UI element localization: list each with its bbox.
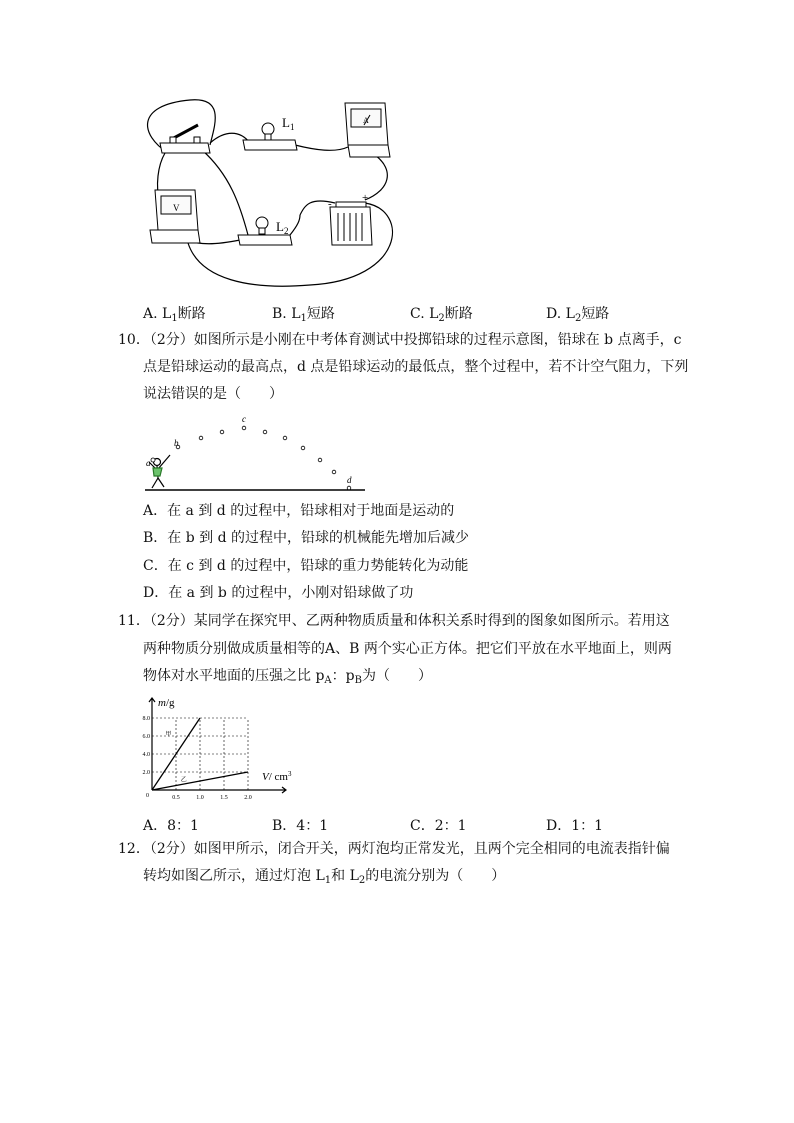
series-line-yi <box>152 772 248 790</box>
y-tick-label: 8.0 <box>142 716 150 722</box>
series-label: 甲 <box>165 732 172 738</box>
ammeter-label: A <box>363 116 369 125</box>
q10-option-d[interactable]: D．在 a 到 b 的过程中，小刚对铅球做了功 <box>143 585 414 601</box>
q9-option-b[interactable]: B. $L_1$短路 <box>272 306 335 324</box>
y-tick-label: 2.0 <box>142 770 150 776</box>
q10-stem-line2: 点是铅球运动的最高点，d 点是铅球运动的最低点，整个过程中，若不计空气阻力，下列 <box>143 359 689 375</box>
label-c: c <box>242 414 246 424</box>
q11-option-b[interactable]: B．4：1 <box>272 818 329 834</box>
voltmeter-label: V <box>173 203 180 213</box>
ammeter-icon <box>345 103 390 157</box>
origin-label: 0 <box>146 793 149 799</box>
voltmeter-icon <box>150 190 200 243</box>
mass-volume-chart <box>140 690 310 805</box>
q11-option-a[interactable]: A．8：1 <box>143 818 199 834</box>
q11-stem-line2: 两种物质分别做成质量相等的A、B 两个实心正方体。把它们平放在水平地面上，则两 <box>143 641 672 657</box>
q9-option-a[interactable]: A. $L_1$断路 <box>143 306 206 324</box>
x-tick-label: 0.5 <box>172 795 180 801</box>
q10-option-b[interactable]: B．在 b 到 d 的过程中，铅球的机械能先增加后减少 <box>143 530 470 546</box>
battery-minus: - <box>328 198 332 210</box>
x-tick-label: 1.5 <box>220 795 228 801</box>
label-l2: $L_2$ <box>276 219 289 236</box>
q11-option-c[interactable]: C．2：1 <box>410 818 467 834</box>
q10-stem-line1: 10．（2分）如图所示是小刚在中考体育测试中投掷铅球的过程示意图，铅球在 b 点离手，c <box>118 332 682 348</box>
q12-stem-line1: 12．（2分）如图甲所示，闭合开关，两灯泡均正常发光，且两个完全相同的电流表指针偏 <box>118 841 670 857</box>
shotput-trajectory-figure <box>140 410 370 495</box>
q12-stem-line2: 转均如图乙所示，通过灯泡 $L_1$和 $L_2$的电流分别为（ ） <box>143 868 506 886</box>
q10-option-a[interactable]: A．在 a 到 d 的过程中，铅球相对于地面是运动的 <box>143 503 455 519</box>
y-tick-label: 4.0 <box>142 752 150 758</box>
y-axis <box>149 698 155 790</box>
label-b: b <box>174 438 179 448</box>
series-label: 乙 <box>180 777 187 784</box>
switch-icon <box>160 125 210 153</box>
y-tick-label: 6.0 <box>142 734 150 740</box>
q10-option-c[interactable]: C．在 c 到 d 的过程中，铅球的重力势能转化为动能 <box>143 558 469 574</box>
circuit-diagram <box>130 95 410 290</box>
q11-option-d[interactable]: D．1：1 <box>546 818 604 834</box>
q11-stem-line3: 物体对水平地面的压强之比 $p_A$：$p_B$为（ ） <box>143 668 432 686</box>
y-axis-label: m/g <box>158 697 175 709</box>
x-tick-label: 2.0 <box>244 795 252 801</box>
x-axis <box>152 787 286 793</box>
label-d: d <box>347 475 352 485</box>
battery-icon <box>330 202 372 245</box>
q11-stem-line1: 11．（2分）某同学在探究甲、乙两种物质质量和体积关系时得到的图象如图所示。若用这 <box>118 613 670 629</box>
x-axis-label: V/ $cm^3$ <box>262 770 292 783</box>
x-tick-label: 1.0 <box>196 795 204 801</box>
battery-plus: + <box>362 192 369 204</box>
label-l1: $L_1$ <box>282 115 295 132</box>
q9-option-c[interactable]: C. $L_2$断路 <box>410 306 473 324</box>
q10-stem-line3: 说法错误的是（ ） <box>143 386 283 402</box>
label-a: a <box>146 458 151 468</box>
q9-option-d[interactable]: D. $L_2$短路 <box>546 306 610 324</box>
